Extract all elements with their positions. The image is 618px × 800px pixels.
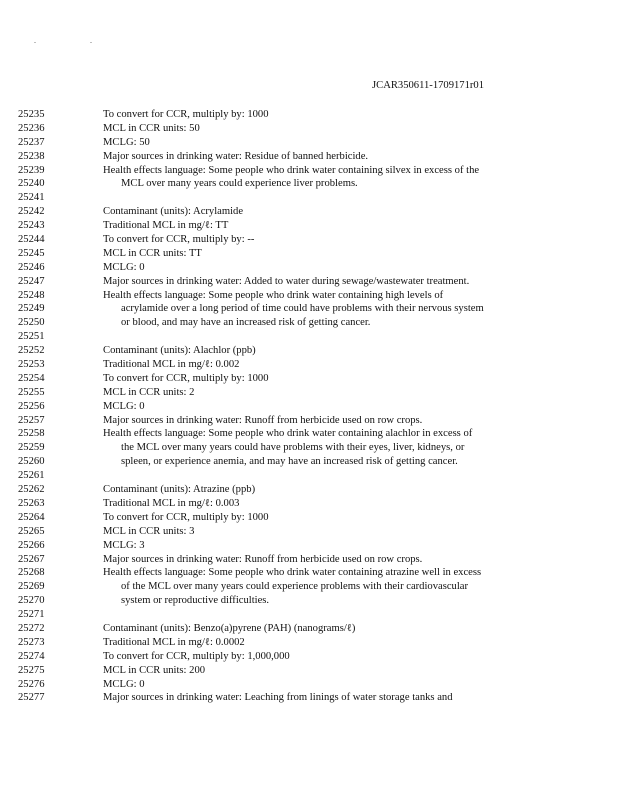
line-number: 25261 xyxy=(18,470,45,482)
line-text: MCL in CCR units: 200 xyxy=(103,664,206,676)
line-text: Contaminant (units): Acrylamide xyxy=(103,206,244,218)
line-number: 25241 xyxy=(18,192,45,204)
line-number: 25277 xyxy=(18,692,45,704)
document-line xyxy=(0,511,618,525)
line-text: To convert for CCR, multiply by: 1000 xyxy=(103,109,269,120)
line-text: MCLG: 0 xyxy=(103,400,145,412)
line-text: To convert for CCR, multiply by: 1,000,000 xyxy=(103,650,290,662)
document-line xyxy=(0,553,618,567)
line-number: 25257 xyxy=(18,414,45,426)
document-line xyxy=(0,636,618,650)
document-line xyxy=(0,594,618,608)
line-number: 25269 xyxy=(18,581,45,593)
line-text: MCLG: 3 xyxy=(103,539,145,551)
document-line xyxy=(0,414,618,428)
line-number: 25246 xyxy=(18,261,45,273)
line-text: To convert for CCR, multiply by: -- xyxy=(103,234,255,246)
line-number: 25263 xyxy=(18,497,45,509)
line-number: 25258 xyxy=(18,428,45,440)
line-number: 25259 xyxy=(18,442,45,454)
document-line xyxy=(0,358,618,372)
document-line xyxy=(0,497,618,511)
line-text: Health effects language: Some people who drink water containing silvex in excess of the xyxy=(103,164,480,176)
document-line xyxy=(0,566,618,580)
document-line xyxy=(0,219,618,233)
line-number: 25273 xyxy=(18,636,45,648)
line-number: 25238 xyxy=(18,150,45,162)
line-text: MCLG: 50 xyxy=(103,136,150,148)
document-line xyxy=(0,164,618,178)
line-number: 25270 xyxy=(18,595,45,607)
line-text: Contaminant (units): Atrazine (ppb) xyxy=(103,484,256,496)
line-text: Major sources in drinking water: Runoff from herbicide used on row crops. xyxy=(103,414,423,426)
document-line xyxy=(0,330,618,344)
line-number: 25239 xyxy=(18,164,45,176)
line-number: 25254 xyxy=(18,372,45,384)
line-text: Major sources in drinking water: Runoff from herbicide used on row crops. xyxy=(103,553,423,565)
document-line xyxy=(0,344,618,358)
document-line xyxy=(0,150,618,164)
line-text: Health effects language: Some people who drink water containing alachlor in excess of xyxy=(103,428,473,440)
line-text: of the MCL over many years could experience problems with their cardiovascular xyxy=(121,581,469,593)
line-number: 25271 xyxy=(18,609,45,621)
line-number: 25266 xyxy=(18,539,45,551)
line-text: To convert for CCR, multiply by: 1000 xyxy=(103,372,269,384)
line-number: 25244 xyxy=(18,234,45,246)
line-text: spleen, or experience anemia, and may have an increased risk of getting cancer. xyxy=(121,456,458,468)
document-line xyxy=(0,302,618,316)
line-number: 25268 xyxy=(18,567,45,579)
line-number: 25276 xyxy=(18,678,45,690)
document-id: JCAR350611-1709171r01 xyxy=(372,80,485,91)
line-number: 25250 xyxy=(18,317,45,329)
line-text: Contaminant (units): Alachlor (ppb) xyxy=(103,345,256,357)
line-text: MCL in CCR units: 2 xyxy=(103,386,195,398)
document-line xyxy=(0,483,618,497)
document-line xyxy=(0,400,618,414)
document-line xyxy=(0,608,618,622)
line-text: MCL in CCR units: TT xyxy=(103,247,202,259)
line-number: 25265 xyxy=(18,525,45,537)
document-line xyxy=(0,289,618,303)
document-line xyxy=(0,316,618,330)
line-text: Health effects language: Some people who drink water containing high levels of xyxy=(103,289,444,301)
line-number: 25262 xyxy=(18,484,45,496)
document-line xyxy=(0,539,618,553)
line-number: 25243 xyxy=(18,220,45,232)
line-text: Traditional MCL in mg/ℓ: 0.0002 xyxy=(103,636,245,648)
line-number: 25275 xyxy=(18,664,45,676)
line-text: To convert for CCR, multiply by: 1000 xyxy=(103,511,269,523)
document-line xyxy=(0,372,618,386)
line-number: 25235 xyxy=(18,109,45,120)
document-line xyxy=(0,427,618,441)
line-text: MCL in CCR units: 50 xyxy=(103,122,200,134)
document-line xyxy=(0,622,618,636)
document-line xyxy=(0,441,618,455)
document-line xyxy=(0,191,618,205)
line-number: 25236 xyxy=(18,122,45,134)
document-line xyxy=(0,233,618,247)
document-line xyxy=(0,261,618,275)
line-text: the MCL over many years could have problems with their eyes, liver, kidneys, or xyxy=(121,442,465,454)
line-number: 25267 xyxy=(18,553,45,565)
line-number: 25253 xyxy=(18,359,45,371)
document-line xyxy=(0,650,618,664)
line-number: 25237 xyxy=(18,136,45,148)
line-number: 25249 xyxy=(18,303,45,315)
document-line xyxy=(0,678,618,692)
line-number: 25274 xyxy=(18,650,45,662)
line-text: acrylamide over a long period of time could have problems with their nervous system xyxy=(121,303,484,315)
document-body xyxy=(0,108,618,705)
document-line xyxy=(0,205,618,219)
line-text: Contaminant (units): Benzo(a)pyrene (PAH) (nanograms/ℓ) xyxy=(103,622,356,634)
line-number: 25255 xyxy=(18,386,45,398)
line-number: 25248 xyxy=(18,289,45,301)
document-line xyxy=(0,580,618,594)
line-number: 25260 xyxy=(18,456,45,468)
document-line xyxy=(0,177,618,191)
document-line xyxy=(0,122,618,136)
line-text: Traditional MCL in mg/ℓ: TT xyxy=(103,220,229,232)
line-text: MCL over many years could experience liver problems. xyxy=(121,178,358,190)
document-line xyxy=(0,136,618,150)
document-line xyxy=(0,525,618,539)
document-line xyxy=(0,664,618,678)
line-text: MCLG: 0 xyxy=(103,261,145,273)
line-number: 25256 xyxy=(18,400,45,412)
document-line xyxy=(0,275,618,289)
line-number: 25251 xyxy=(18,331,45,343)
line-number: 25247 xyxy=(18,275,45,287)
document-line xyxy=(0,691,618,705)
line-number: 25272 xyxy=(18,622,45,634)
line-text: MCLG: 0 xyxy=(103,678,145,690)
line-text: Major sources in drinking water: Leaching from linings of water storage tanks and xyxy=(103,692,453,704)
line-text: Traditional MCL in mg/ℓ: 0.002 xyxy=(103,359,240,371)
line-text: Health effects language: Some people who drink water containing atrazine well in excess xyxy=(103,567,482,579)
line-number: 25245 xyxy=(18,247,45,259)
line-number: 25240 xyxy=(18,178,45,190)
line-text: Major sources in drinking water: Added to water during sewage/wastewater treatment. xyxy=(103,275,470,287)
line-text: Major sources in drinking water: Residue of banned herbicide. xyxy=(103,150,369,162)
document-line xyxy=(0,469,618,483)
line-text: MCL in CCR units: 3 xyxy=(103,525,195,537)
line-text: Traditional MCL in mg/ℓ: 0.003 xyxy=(103,497,240,509)
line-text: or blood, and may have an increased risk of getting cancer. xyxy=(121,317,371,329)
line-number: 25264 xyxy=(18,511,45,523)
line-number: 25242 xyxy=(18,206,45,218)
document-line xyxy=(0,455,618,469)
line-number: 25252 xyxy=(18,345,45,357)
document-line xyxy=(0,247,618,261)
line-text: system or reproductive difficulties. xyxy=(121,595,270,607)
document-line xyxy=(0,108,618,122)
scan-artifact-dots: . . xyxy=(34,36,118,45)
document-line xyxy=(0,386,618,400)
